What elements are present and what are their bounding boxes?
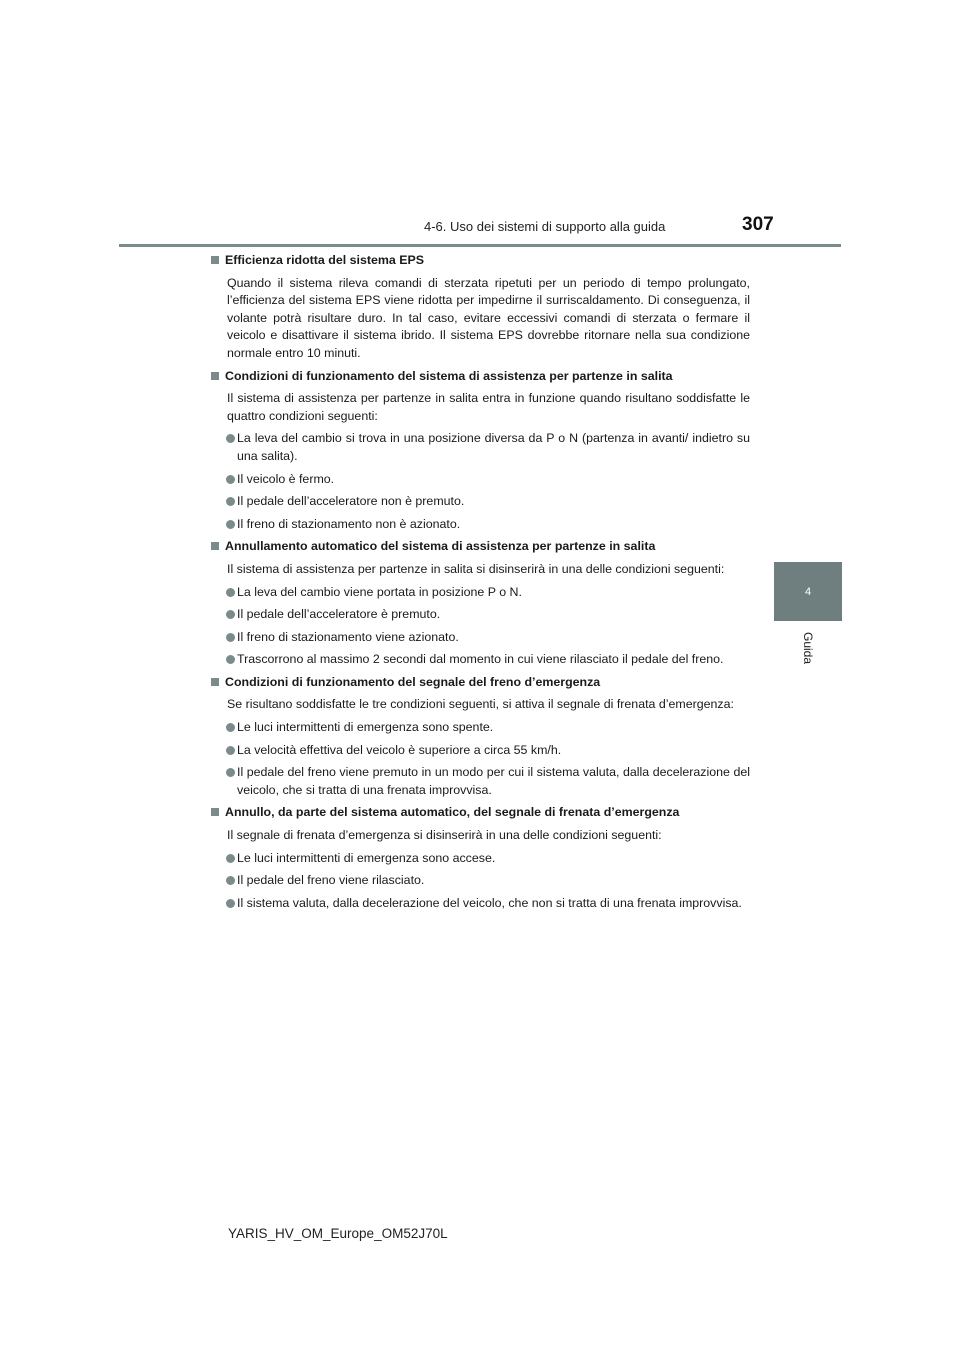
list-item: La leva del cambio si trova in una posizione diversa da P o N (partenza in avanti/ indietro su una salita). [210, 430, 750, 465]
chapter-number: 4 [804, 585, 812, 598]
bullet-list [210, 719, 750, 799]
chapter-label: Guida [801, 632, 815, 665]
page-number: 307 [742, 214, 774, 235]
chapter-tab[interactable] [774, 562, 842, 621]
bullet-list [210, 584, 750, 669]
section-title: Annullamento automatico del sistema di assistenza per partenze in salita [210, 538, 750, 556]
section-title: Condizioni di funzionamento del sistema di assistenza per partenze in salita [210, 368, 750, 386]
section-body: Quando il sistema rileva comandi di sterzata ripetuti per un periodo di tempo prolungato, l’efficienza del sistema EPS viene ridotta per impedirne il surriscaldamento. Di conseguenza, il volante potrà risultare duro. In tal caso, evitare eccessivi comandi di sterzata o fermare il veicolo e disattivare il sistema ibrido. Il sistema EPS dovrebbe ritornare nella sua condizione normale entro 10 minuti. [227, 275, 750, 360]
list-item: Il freno di stazionamento viene azionato. [210, 629, 750, 647]
list-item: Il pedale del freno viene premuto in un modo per cui il sistema valuta, dalla decelerazione del veicolo, che si tratta di una frenata improvvisa. [210, 764, 750, 799]
section-title: Efficienza ridotta del sistema EPS [210, 252, 750, 270]
section-title: Annullo, da parte del sistema automatico, del segnale di frenata d’emergenza [210, 804, 750, 822]
header-divider [119, 244, 841, 247]
bullet-list [210, 430, 750, 533]
document-code: YARIS_HV_OM_Europe_OM52J70L [228, 1226, 448, 1241]
list-item: Il pedale del freno viene rilasciato. [210, 872, 750, 890]
section [210, 538, 750, 669]
page-content [210, 252, 750, 917]
section-body: Il sistema di assistenza per partenze in salita entra in funzione quando risultano soddisfatte le quattro condizioni seguenti: [227, 391, 750, 423]
bullet-list [210, 850, 750, 913]
header-section-title: 4-6. Uso dei sistemi di supporto alla guida [424, 219, 666, 234]
section-body: Il sistema di assistenza per partenze in salita si disinserirà in una delle condizioni seguenti: [227, 561, 725, 576]
section [210, 252, 750, 363]
list-item: Le luci intermittenti di emergenza sono spente. [210, 719, 750, 737]
list-item: Il veicolo è fermo. [210, 471, 750, 489]
section-body: Il segnale di frenata d’emergenza si disinserirà in una delle condizioni seguenti: [227, 828, 662, 843]
list-item: Il sistema valuta, dalla decelerazione del veicolo, che non si tratta di una frenata improvvisa. [210, 895, 750, 913]
list-item: Il freno di stazionamento non è azionato. [210, 516, 750, 534]
section-title: Condizioni di funzionamento del segnale del freno d’emergenza [210, 674, 750, 692]
section [210, 674, 750, 800]
list-item: Il pedale dell’acceleratore è premuto. [210, 606, 750, 624]
section-body: Se risultano soddisfatte le tre condizioni seguenti, si attiva il segnale di frenata d’emergenza: [227, 697, 734, 712]
list-item: Il pedale dell’acceleratore non è premuto. [210, 493, 750, 511]
section [210, 804, 750, 912]
list-item: La leva del cambio viene portata in posizione P o N. [210, 584, 750, 602]
list-item: Trascorrono al massimo 2 secondi dal momento in cui viene rilasciato il pedale del freno. [210, 651, 750, 669]
list-item: Le luci intermittenti di emergenza sono accese. [210, 850, 750, 868]
section [210, 368, 750, 534]
list-item: La velocità effettiva del veicolo è superiore a circa 55 km/h. [210, 742, 750, 760]
